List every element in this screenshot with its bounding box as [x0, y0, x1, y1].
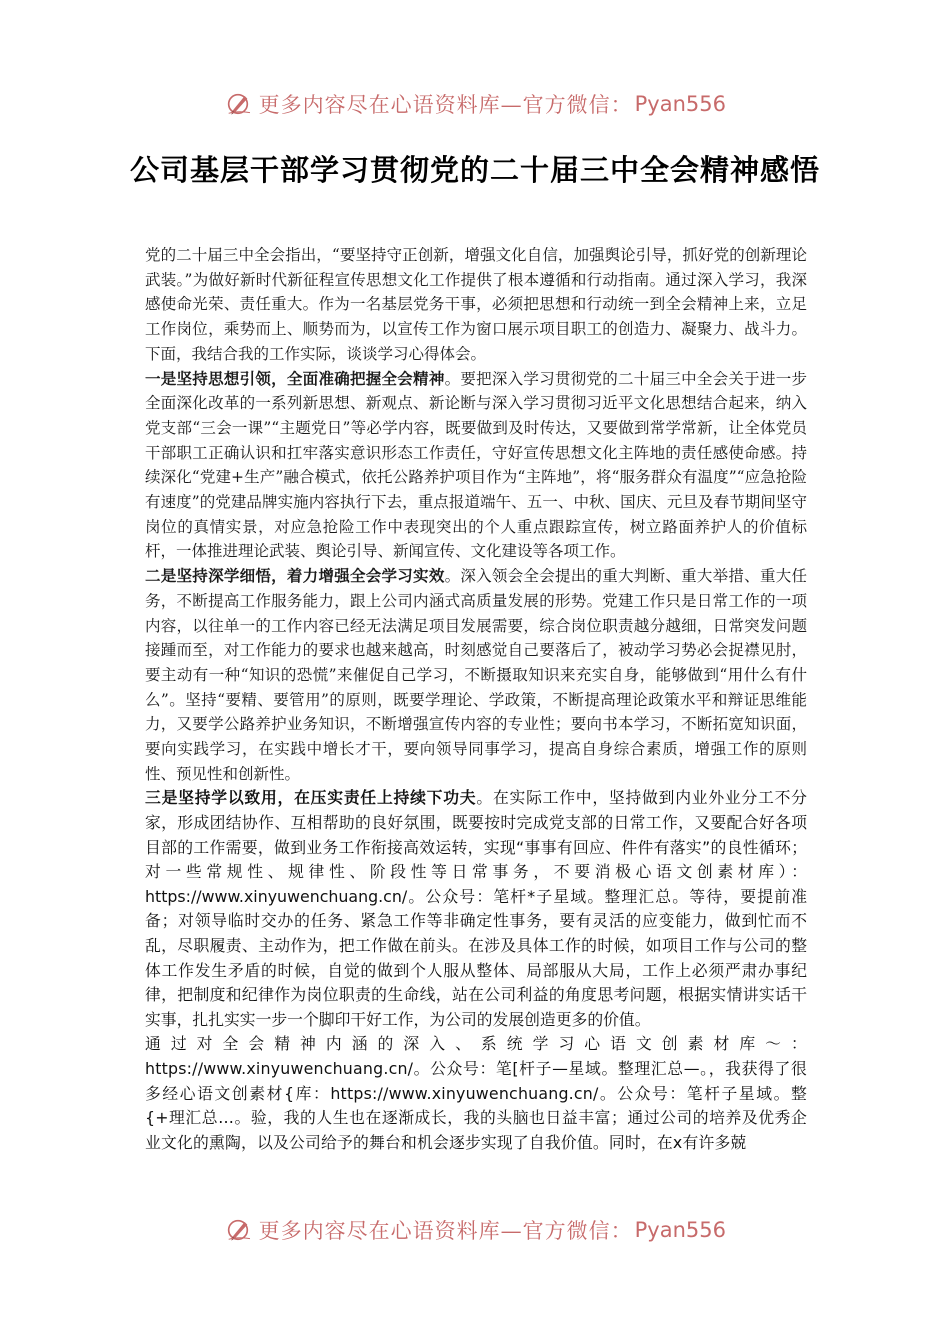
- pen-logo-icon: [226, 1211, 253, 1249]
- closing-text: 通过对全会精神内涵的深入、系统学习心语文创素材库～：https://www.xinyuwenchuang.cn/。公众号：笔[杆子—星域。整理汇总—。，我获得了很多经心语文创素材{库：https://www.xinyuwenchuang.cn/。公众号：笔杆子星域。整{+理汇总…。验，我的人生也在逐渐成长，我的头脑也日益丰富；通过公司的培养及优秀企业文化的熏陶，以及公司给予的舞台和机会逐步实现了自我价值。同时，在x有许多兢: [145, 1034, 807, 1152]
- document-title: 公司基层干部学习贯彻党的二十届三中全会精神感悟: [129, 153, 820, 187]
- pen-logo-icon: [226, 85, 253, 123]
- footer-banner: [226, 1210, 726, 1250]
- closing-paragraph: [145, 1032, 807, 1155]
- intro-paragraph: [145, 243, 807, 367]
- section-1-paragraph: [145, 367, 807, 565]
- banner-wechat-id: Pyan556: [634, 92, 726, 116]
- banner-brand-text: 更多内容尽在心语资料库—官方微信：: [258, 1219, 633, 1243]
- section-1-heading: 一是坚持思想引领，全面准确把握全会精神: [145, 368, 445, 388]
- section-2-heading: 二是坚持深学细悟，着力增强全会学习实效: [145, 566, 445, 586]
- section-3-heading: 三是坚持学以致用，在压实责任上持续下功夫: [145, 788, 477, 808]
- header-banner: [226, 84, 726, 124]
- banner-brand-text: 更多内容尽在心语资料库—官方微信：: [258, 93, 633, 117]
- section-3-paragraph: [145, 786, 807, 1032]
- section-1-text: 。要把深入学习贯彻党的二十届三中全会关于进一步全面深化改革的一系列新思想、新观点、新论断与深入学习贯彻习近平文化思想结合起来，纳入党支部“三会一课”“主题党日”等必学内容，既要做到及时传达，又要做到常学常新，让全体党员干部职工正确认识和扛牢落实意识形态工作责任，守好宣传思想文化主阵地的责任感使命感。持续深化“党建+生产”融合模式，依托公路养护项目作为“主阵地”，将“服务群众有温度”“应急抢险有速度”的党建品牌实施内容执行下去，重点报道端午、五一、中秋、国庆、元旦及春节期间坚守岗位的真情实景，对应急抢险工作中表现突出的个人重点跟踪宣传，树立路面养护人的价值标杆，一体推进理论武装、舆论引导、新闻宣传、文化建设等各项工作。: [145, 369, 807, 561]
- document-body: [145, 243, 807, 1155]
- intro-text: 党的二十届三中全会指出，“要坚持守正创新，增强文化自信，加强舆论引导，抓好党的创新理论武装。”为做好新时代新征程宣传思想文化工作提供了根本遵循和行动指南。通过深入学习，我深感使命光荣、责任重大。作为一名基层党务干事，必须把思想和行动统一到全会精神上来，立足工作岗位，乘势而上、顺势而为，以宣传工作为窗口展示项目职工的创造力、凝聚力、战斗力。下面，我结合我的工作实际，谈谈学习心得体会。: [145, 246, 807, 363]
- section-2-text: 。深入领会全会提出的重大判断、重大举措、重大任务，不断提高工作服务能力，跟上公司内涵式高质量发展的形势。党建工作只是日常工作的一项内容，以往单一的工作内容已经无法满足项目发展需要，综合岗位职责越分越细，日常突发问题接踵而至，对工作能力的要求也越来越高，时刻感觉自己要落后了，被动学习势必会捉襟见肘，要主动有一种“知识的恐慌”来催促自己学习，不断摄取知识来充实自身，能够做到“用什么有什么”。坚持“要精、要管用”的原则，既要学理论、学政策，不断提高理论政策水平和辩证思维能力，又要学公路养护业务知识，不断增强宣传内容的专业性；要向书本学习，不断拓宽知识面，要向实践学习，在实践中增长才干，要向领导同事学习，提高自身综合素质，增强工作的原则性、预见性和创新性。: [145, 567, 807, 783]
- section-3-text: 。在实际工作中，坚持做到内业外业分工不分家，形成团结协作、互相帮助的良好氛围，既要按时完成党支部的日常工作，又要配合好各项目部的工作需要，做到业务工作衔接高效运转，实现“事事有回应、件件有落实”的良性循环；对一些常规性、规律性、阶段性等日常事务，不要消极心语文创素材库）：https://www.xinyuwenchuang.cn/。公众号：笔杆*子星域。整理汇总。等待，要提前准备；对领导临时交办的任务、紧急工作等非确定性事务，要有灵活的应变能力，做到忙而不乱，尽职履责、主动作为，把工作做在前头。在涉及具体工作的时候，如项目工作与公司的整体工作发生矛盾的时候，自觉的做到个人服从整体、局部服从大局，工作上必须严肃办事纪律，把制度和纪律作为岗位职责的生命线，站在公司利益的角度思考问题，根据实情讲实话干实事，扎扎实实一步一个脚印干好工作，为公司的发展创造更多的价值。: [145, 788, 807, 1029]
- section-2-paragraph: [145, 564, 807, 786]
- banner-wechat-id: Pyan556: [634, 1218, 726, 1242]
